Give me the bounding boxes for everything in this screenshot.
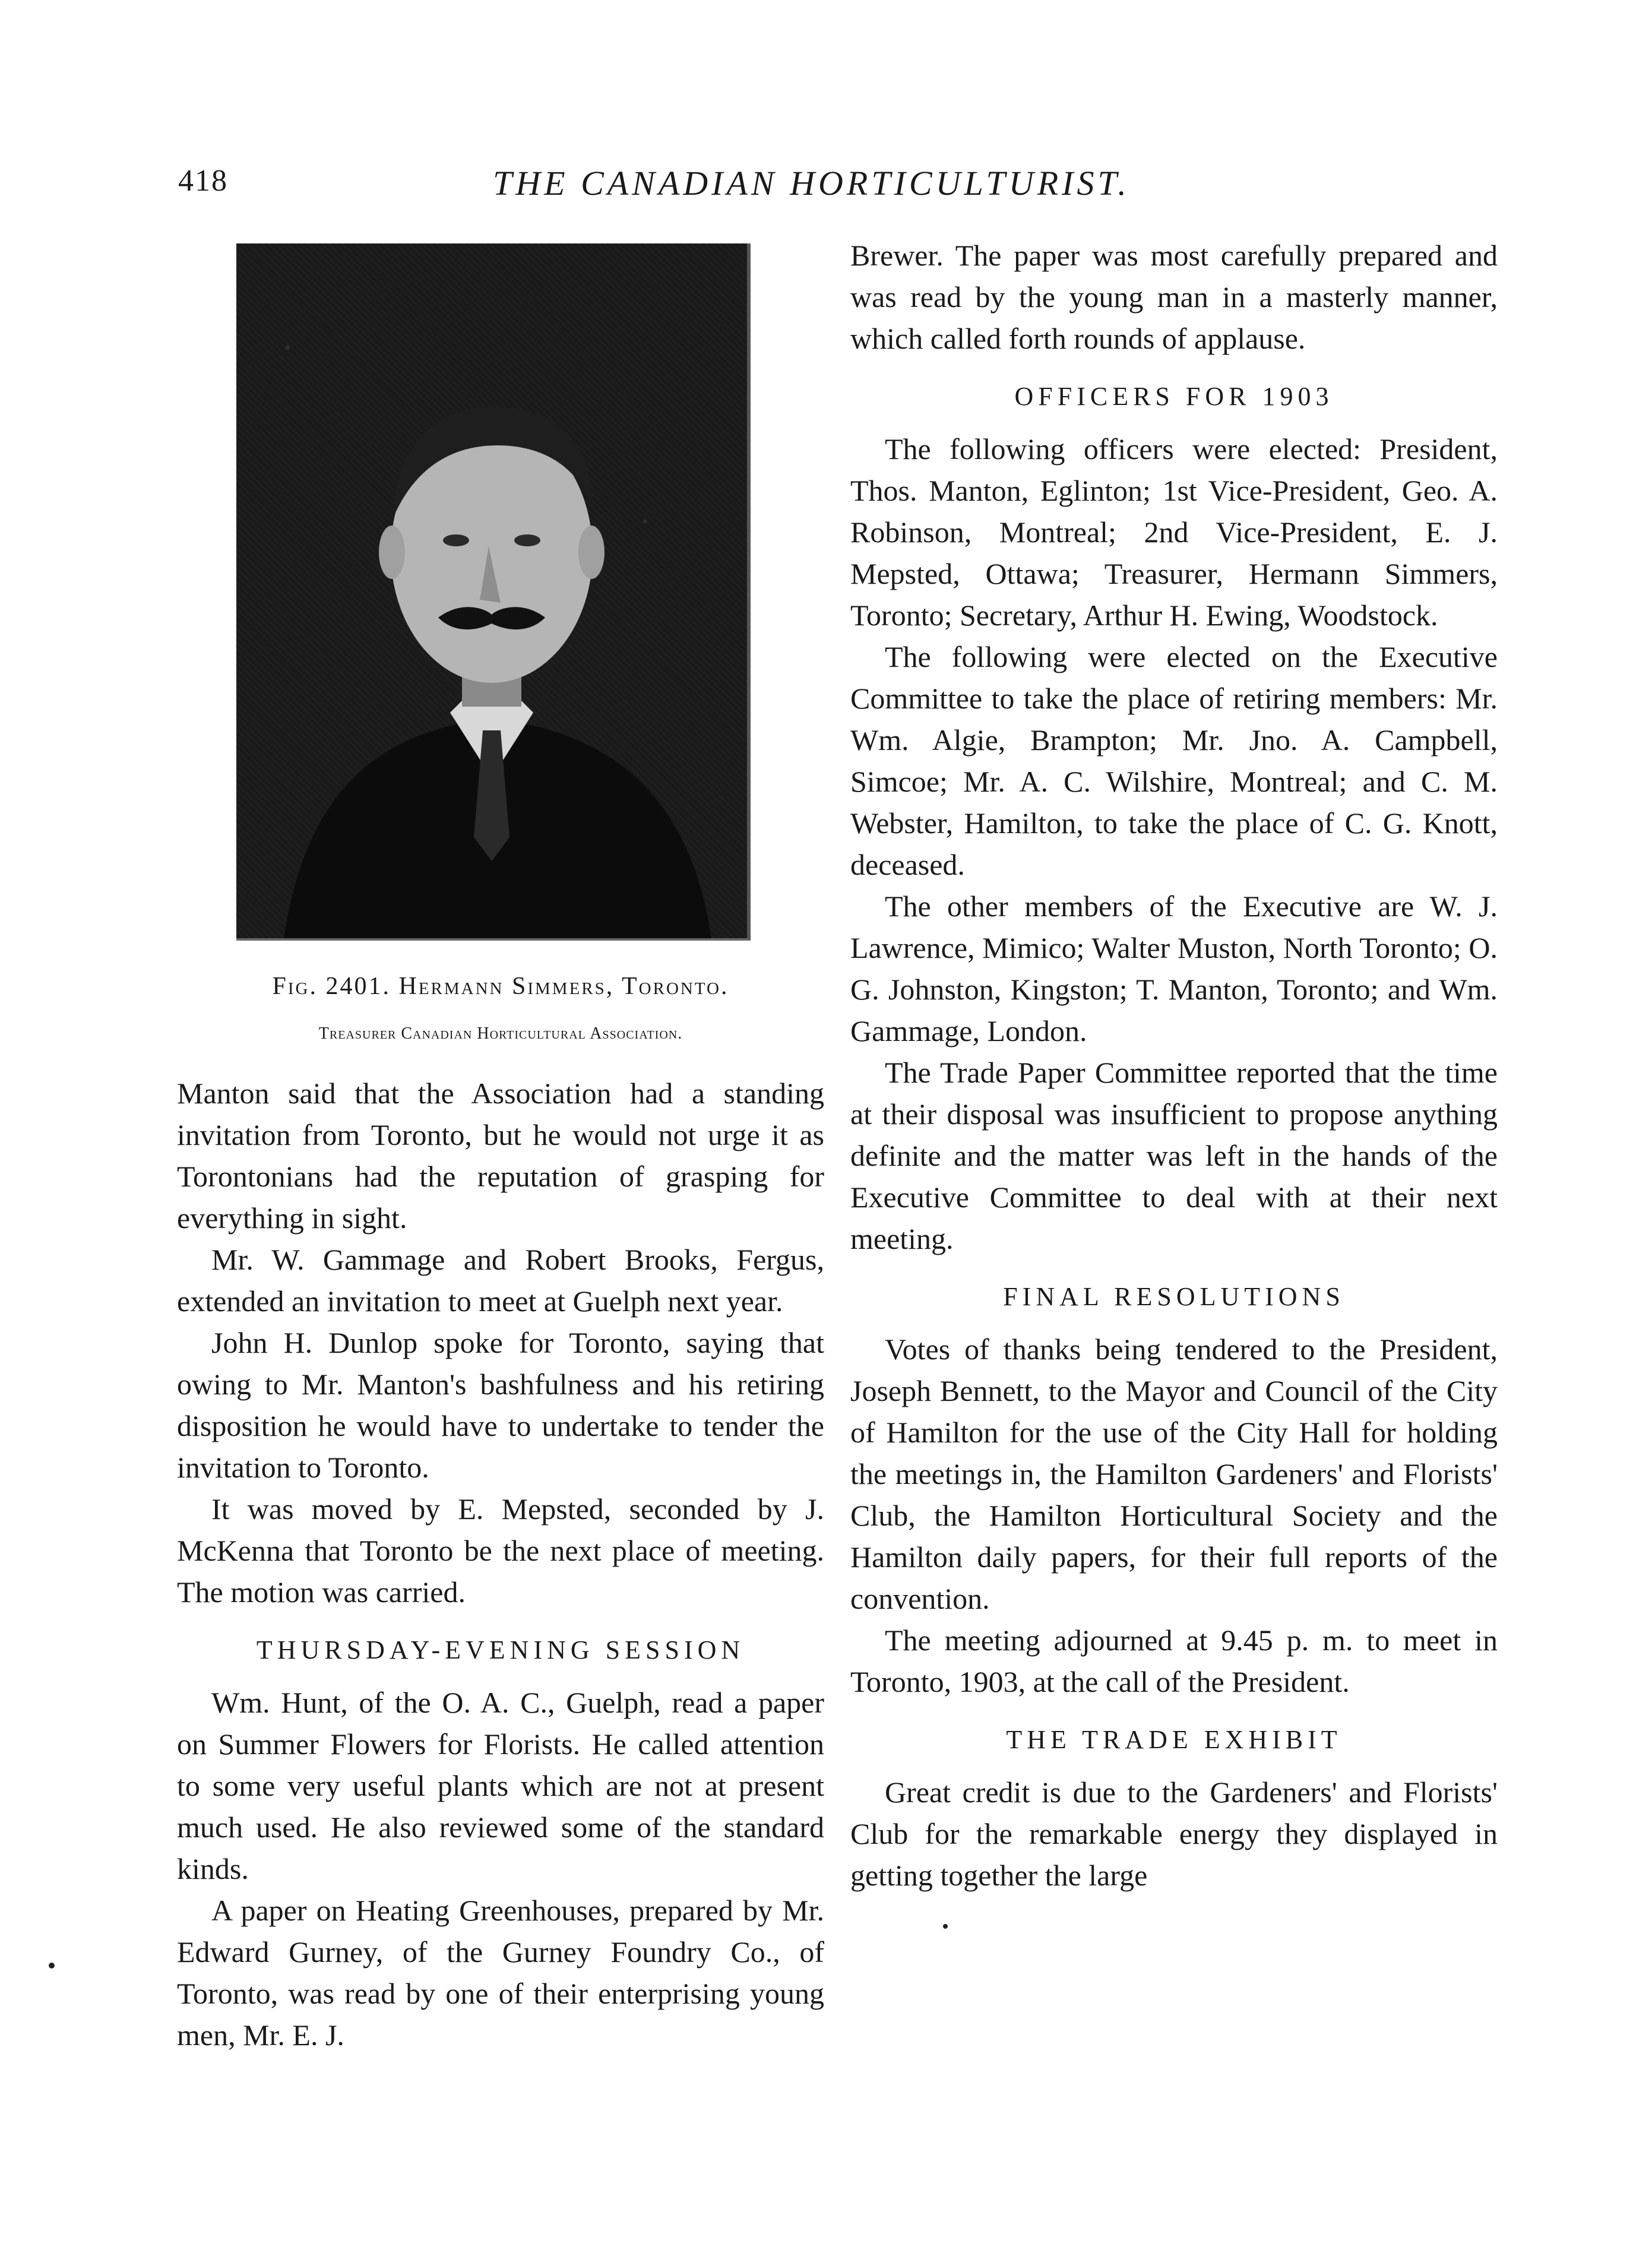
paragraph: The following officers were elected: President, Thos. Manton, Eglinton; 1st Vice-President, Geo. A. Robinson, Montreal; 2nd Vice-President, E. J. Mepsted, Ottawa; Treasurer, Hermann Simmers, Toronto; Secretary, Arthur H. Ewing, Woodstock. [850, 432, 1498, 632]
paragraph: A paper on Heating Greenhouses, prepared by Mr. Edward Gurney, of the Gurney Foundry Co., of Toronto, was read by one of their enterprising young men, Mr. E. J. [177, 1894, 824, 2052]
paragraph: Brewer. The paper was most carefully prepared and was read by the young man in a masterly manner, which called forth rounds of applause. [850, 239, 1498, 355]
right-column [850, 235, 1498, 1896]
paragraph: Great credit is due to the Gardeners' and Florists' Club for the remarkable energy they displayed in getting together the large [850, 1776, 1498, 1892]
figure-subcaption: Treasurer Canadian Horticultural Association. [318, 1024, 683, 1043]
page-number: 418 [178, 164, 228, 198]
paragraph: Votes of thanks being tendered to the President, Joseph Bennett, to the Mayor and Council of the City of Hamilton for the use of the City Hall for holding the meetings in, the Hamilton Gardeners' and Florists' Club, the Hamilton Horticultural Society and the Hamilton daily papers, for their full reports of the convention. [850, 1333, 1498, 1615]
running-title: THE CANADIAN HORTICULTURIST. [493, 164, 1130, 202]
section-heading-trade: THE TRADE EXHIBIT [1006, 1725, 1342, 1754]
stray-ink-mark [49, 1963, 55, 1968]
paragraph: The following were elected on the Executive Committee to take the place of retiring members: Mr. Wm. Algie, Brampton; Mr. Jno. A. Campbell, Simcoe; Mr. A. C. Wilshire, Montreal; and C. M. Webster, Hamilton, to take the place of C. G. Knott, deceased. [850, 640, 1498, 881]
stray-ink-mark [943, 1924, 948, 1929]
paragraph: Wm. Hunt, of the O. A. C., Guelph, read a paper on Summer Flowers for Florists. He called attention to some very useful plants which are not at present much used. He also reviewed some of the standard kinds. [177, 1686, 824, 1885]
portrait-figure [177, 243, 824, 1055]
paragraph: The meeting adjourned at 9.45 p. m. to meet in Toronto, 1903, at the call of the President. [850, 1623, 1498, 1698]
portrait-silhouette [236, 243, 747, 938]
paragraph: Mr. W. Gammage and Robert Brooks, Fergus, extended an invitation to meet at Guelph next year. [177, 1243, 824, 1318]
section-heading-officers: OFFICERS FOR 1903 [1014, 382, 1334, 411]
figure-caption: Fig. 2401. Hermann Simmers, Toronto. [272, 973, 729, 1000]
portrait-photo [236, 243, 751, 941]
left-column [177, 243, 824, 2056]
paragraph: Manton said that the Association had a standing invitation from Toronto, but he would not urge it as Torontonians had the reputation of grasping for everything in sight. [177, 1077, 824, 1235]
paragraph: The other members of the Executive are W. J. Lawrence, Mimico; Walter Muston, North Toronto; O. G. Johnston, Kingston; T. Manton, Toronto; and Wm. Gammage, London. [850, 890, 1498, 1047]
page-header [178, 163, 1514, 211]
section-heading-resolutions: FINAL RESOLUTIONS [1003, 1282, 1345, 1311]
paragraph: John H. Dunlop spoke for Toronto, saying that owing to Mr. Manton's bashfulness and his retiring disposition he would have to undertake to tender the invitation to Toronto. [177, 1326, 824, 1484]
paragraph: It was moved by E. Mepsted, seconded by J. McKenna that Toronto be the next place of meeting. The motion was carried. [177, 1492, 824, 1609]
paragraph: The Trade Paper Committee reported that the time at their disposal was insufficient to propose anything definite and the matter was left in the hands of the Executive Committee to deal with at their next meeting. [850, 1056, 1498, 1255]
section-heading-thursday: THURSDAY-EVENING SESSION [256, 1635, 745, 1664]
